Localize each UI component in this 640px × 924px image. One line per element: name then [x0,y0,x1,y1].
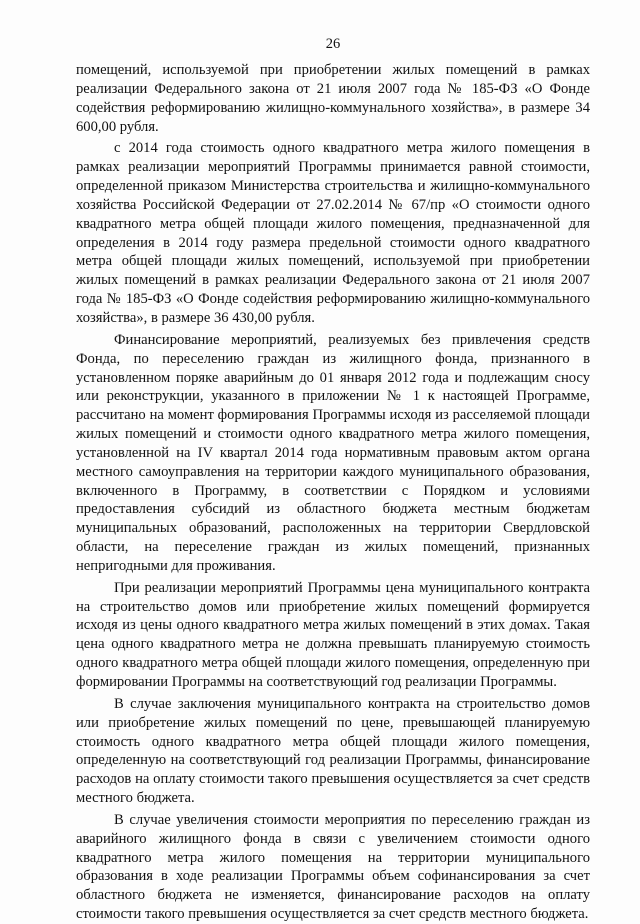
paragraph-continuation: помещений, используемой при приобретении жилых помещений в рамках реализации Федерального закона от 21 июля 2007 года № 185-ФЗ «О Фонде содействия реформированию жилищно-коммунального хозяйства», в размере 34 600,00 рубля. [76,62,590,135]
paragraph-2014-cost: с 2014 года стоимость одного квадратного метра жилого помещения в рамках реализации мероприятий Программы принимается равной стоимости, определенной приказом Министерства строительства и жилищно-коммунального хозяйства Российской Федерации от 27.02.2014 № 67/пр «О стоимости одного квадратного метра общей площади жилого помещения, предназначенной для определения в 2014 году размера предельной стоимости одного квадратного метра общей площади жилых помещений, используемой при приобретении жилых помещений в рамках реализации Федерального закона от 21 июля 2007 года № 185-ФЗ «О Фонде содействия реформированию жилищно-коммунального хозяйства», в размере 36 430,00 рубля. [76,140,590,326]
page-number: 26 [325,36,341,52]
paragraph-financing: Финансирование мероприятий, реализуемых без привлечения средств Фонда, по переселению граждан из жилищного фонда, признанного в установленном поряке аварийным до 01 января 2012 года и подлежащим сносу или реконструкции, указанного в приложении № 1 к настоящей Программе, рассчитано на момент формирования Программы исходя из расселяемой площади жилых помещений и стоимости одного квадратного метра жилого помещения, установленной на IV квартал 2014 года нормативным правовым актом органа местного самоуправления на территории каждого муниципального образования, включенного в Программу, в соответствии с Порядком и условиями предоставления субсидий из областного бюджета местным бюджетам муниципальных образований, расположенных на территории Свердловской области, на переселение граждан из жилых помещений, признанных непригодными для проживания. [76,331,590,574]
paragraph-cost-increase: В случае увеличения стоимости мероприятия по переселению граждан из аварийного жилищного фонда в связи с увеличением стоимости одного квадратного метра жилого помещения на территории муниципального образования в ходе реализации Программы объем софинансирования за счет областного бюджета не изменяется, финансирование расходов на оплату стоимости такого превышения осуществляется за счет средств местного бюджета. [76,811,590,923]
paragraph-contract-price: При реализации мероприятий Программы цена муниципального контракта на строительство домов или приобретение жилых помещений формируется исходя из цены одного квадратного метра жилых помещений в этих домах. Такая цена одного квадратного метра не должна превышать планируемую стоимость одного квадратного метра общей площади жилого помещения, определенную при формировании Программы на соответствующий год реализации Программы. [76,579,590,690]
paragraph-contract-excess: В случае заключения муниципального контракта на строительство домов или приобретение жилых помещений по цене, превышающей планируемую стоимость одного квадратного метра общей площади жилого помещения, определенную на соответствующий год реализации Программы, финансирование расходов на оплату стоимости такого превышения осуществляется за счет средств местного бюджета. [76,695,590,807]
